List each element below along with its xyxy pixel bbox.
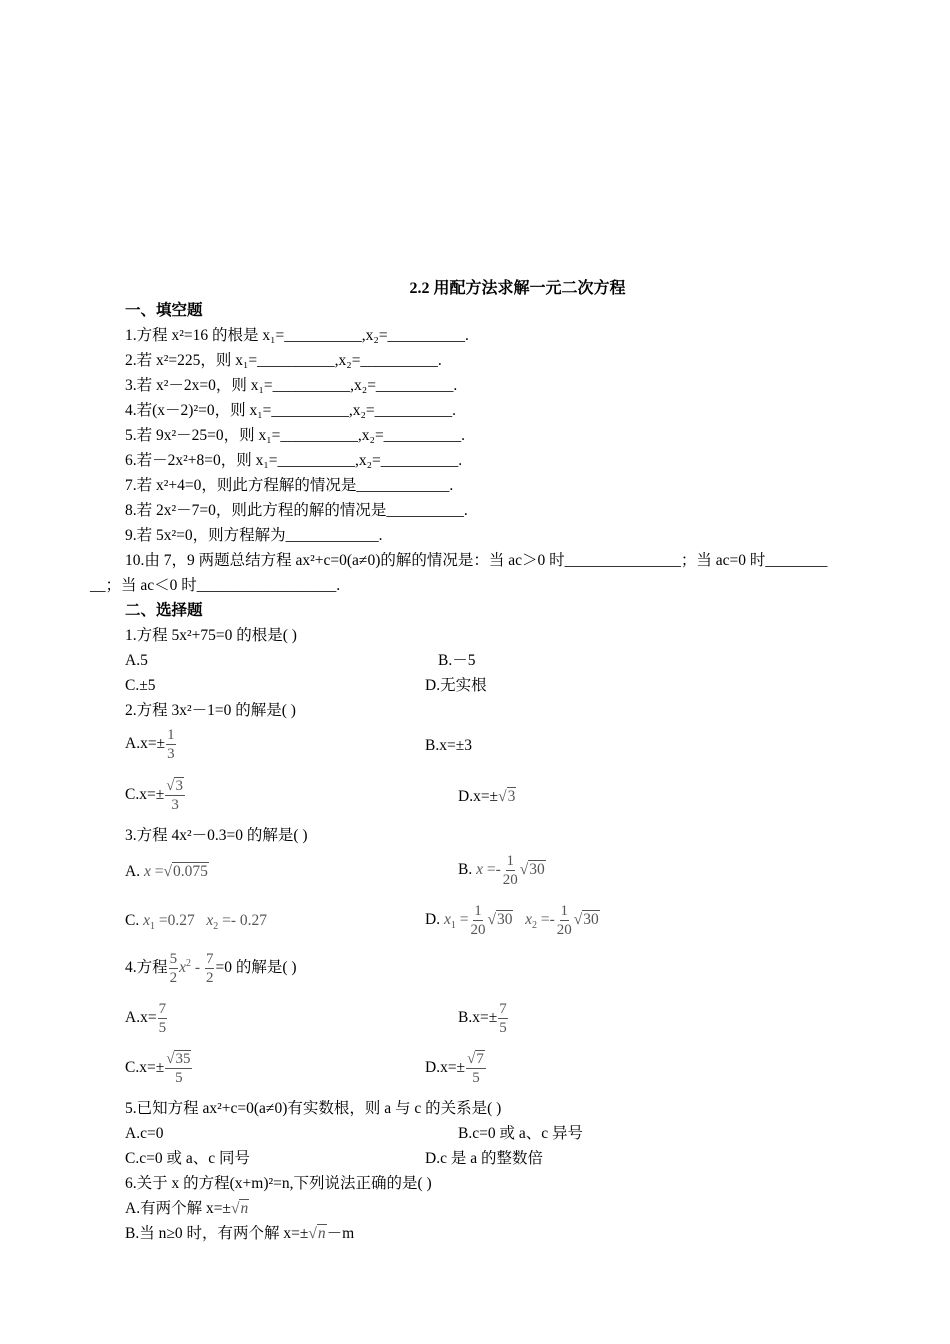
denominator: 20 <box>556 922 572 938</box>
sqrt: √30 <box>487 911 513 929</box>
choice-q1-c: C.±5 <box>125 677 156 694</box>
choice-q4-b <box>458 1000 509 1037</box>
radicand: 7 <box>476 1051 484 1067</box>
choice-q4-c-label: C.x=± <box>125 1059 165 1077</box>
minus: - <box>194 959 201 977</box>
choice-q2-d <box>458 787 516 807</box>
radicand: 0.075 <box>172 863 208 880</box>
numerator: 5 <box>169 951 178 967</box>
equals-minus: =- <box>486 861 501 879</box>
denominator: 2 <box>205 970 214 986</box>
fill-q6: 6.若－2x²+8=0，则 x₁=__________,x₂=__________. <box>125 452 463 469</box>
denominator: 3 <box>171 797 179 813</box>
equals: = <box>154 863 164 880</box>
choice-q5-c: C.c=0 或 a、c 同号 <box>125 1150 250 1167</box>
choice-q5-d: D.c 是 a 的整数倍 <box>425 1150 543 1167</box>
subscript: 2 <box>213 921 219 933</box>
radicand: n <box>317 1225 326 1242</box>
choice-q3-b <box>458 852 546 889</box>
choice-q2-c-label: C.x=± <box>125 786 165 804</box>
numerator: 1 <box>506 853 515 869</box>
fraction <box>498 1000 508 1037</box>
value: =0.27 <box>158 912 195 929</box>
choice-q2-stem: 2.方程 3x²－1=0 的解是( ) <box>125 702 296 719</box>
variable: x <box>143 863 151 880</box>
choice-q5-stem: 5.已知方程 ax²+c=0(a≠0)有实数根，则 a 与 c 的关系是( ) <box>125 1100 502 1117</box>
choice-q4-b-label: B.x=± <box>458 1009 498 1027</box>
fill-q4: 4.若(x－2)²=0，则 x₁=__________,x₂=__________. <box>125 402 457 419</box>
fill-q9: 9.若 5x²=0，则方程解为____________. <box>125 527 383 544</box>
choice-q4-d <box>425 1050 487 1087</box>
numerator: √3 <box>166 778 183 794</box>
fraction <box>205 950 215 987</box>
radicand: 30 <box>529 861 545 879</box>
radicand: 30 <box>583 911 599 929</box>
fill-q3: 3.若 x²－2x=0，则 x₁=__________,x₂=__________. <box>125 377 458 394</box>
choice-q3-c-label: C. <box>125 912 140 929</box>
fill-q7: 7.若 x²+4=0，则此方程解的情况是____________. <box>125 477 454 494</box>
choice-q3-c <box>125 911 267 931</box>
variable: x <box>206 912 214 929</box>
numerator: 1 <box>560 903 569 919</box>
choice-q3-b-label: B. <box>458 861 473 879</box>
radicand: 30 <box>496 911 513 929</box>
radicand: 3 <box>175 778 183 794</box>
denominator: 5 <box>158 1020 167 1036</box>
choice-q2-c <box>125 777 186 814</box>
numerator: 7 <box>158 1001 167 1017</box>
variable: x <box>525 911 532 929</box>
sqrt: √0.075 <box>163 863 208 880</box>
page-title: 2.2 用配方法求解一元二次方程 <box>409 280 626 297</box>
choice-q6-a-label: A.有两个解 x=± <box>125 1200 231 1217</box>
denominator: 5 <box>499 1020 507 1036</box>
subscript: 1 <box>450 920 456 932</box>
fraction <box>466 1050 486 1087</box>
numerator: 1 <box>167 727 175 743</box>
variable: x <box>143 912 150 929</box>
choice-q2-a-label: A.x=± <box>125 735 166 753</box>
radicand: 3 <box>507 788 516 805</box>
variable: x <box>443 911 451 929</box>
subscript: 1 <box>149 921 155 933</box>
exponent: 2 <box>186 957 192 969</box>
numerator: √35 <box>166 1051 191 1067</box>
stem-text: 4.方程 <box>125 959 168 977</box>
choice-q4-a-label: A.x= <box>125 1009 157 1027</box>
numerator: 1 <box>474 903 482 919</box>
fraction <box>165 1050 192 1087</box>
sqrt: √n <box>308 1225 326 1242</box>
fraction <box>166 726 176 763</box>
choice-q1-d: D.无实根 <box>425 677 487 694</box>
fill-q5: 5.若 9x²－25=0，则 x₁=__________,x₂=__________. <box>125 427 466 444</box>
choice-q4-d-label: D.x=± <box>425 1059 466 1077</box>
choice-q2-d-label: D.x=± <box>458 788 499 805</box>
choice-q5-b: B.c=0 或 a、c 异号 <box>458 1125 583 1142</box>
numerator: 7 <box>499 1001 507 1017</box>
fill-q10-cont: __；当 ac＜0 时__________________. <box>90 577 341 594</box>
choice-q3-d-label: D. <box>425 911 441 929</box>
denominator: 20 <box>470 922 486 938</box>
section-fill-heading: 一、填空题 <box>125 302 203 319</box>
choice-q1-stem: 1.方程 5x²+75=0 的根是( ) <box>125 627 297 644</box>
fraction <box>556 902 573 939</box>
fill-q10: 10.由 7，9 两题总结方程 ax²+c=0(a≠0)的解的情况是：当 ac＞0 时_______________；当 ac=0 时________ <box>125 552 828 569</box>
choice-q3-stem: 3.方程 4x²－0.3=0 的解是( ) <box>125 827 308 844</box>
choice-q2-a <box>125 726 177 763</box>
choice-q5-a: A.c=0 <box>125 1125 164 1142</box>
denominator: 2 <box>169 970 178 986</box>
fill-q1: 1.方程 x²=16 的根是 x₁=__________,x₂=__________. <box>125 327 469 344</box>
equals: = <box>459 911 469 929</box>
choice-q1-a: A.5 <box>125 652 148 669</box>
choice-q4-c <box>125 1050 193 1087</box>
sqrt: √n <box>230 1200 249 1217</box>
choice-q3-a-label: A. <box>125 863 141 880</box>
numerator: √7 <box>467 1051 484 1067</box>
choice-q4-stem <box>125 950 297 987</box>
sqrt: √3 <box>498 788 516 805</box>
choice-q1-b: B.－5 <box>438 652 476 669</box>
denominator: 3 <box>167 746 175 762</box>
stem-text: =0 的解是( ) <box>215 959 297 977</box>
fill-q8: 8.若 2x²－7=0，则此方程的解的情况是__________. <box>125 502 468 519</box>
variable: x <box>179 959 187 977</box>
section-choice-heading: 二、选择题 <box>125 602 203 619</box>
sqrt: √30 <box>519 861 545 879</box>
choice-q6-a <box>125 1199 249 1219</box>
fraction <box>469 902 486 939</box>
fraction <box>169 950 179 987</box>
value: =- 0.27 <box>222 912 268 929</box>
choice-q6-b-tail: －m <box>326 1225 355 1242</box>
sqrt: √30 <box>573 911 599 929</box>
numerator: 7 <box>205 951 214 967</box>
choice-q6-stem: 6.关于 x 的方程(x+m)²=n,下列说法正确的是( ) <box>125 1175 432 1192</box>
choice-q6-b <box>125 1224 354 1244</box>
radicand: n <box>240 1200 249 1217</box>
denominator: 5 <box>472 1070 480 1086</box>
fraction <box>158 1000 168 1037</box>
fill-q2: 2.若 x²=225，则 x₁=__________,x₂=__________. <box>125 352 442 369</box>
choice-q4-a <box>125 1000 168 1037</box>
radicand: 35 <box>175 1051 191 1067</box>
denominator: 5 <box>175 1070 183 1086</box>
subscript: 2 <box>532 920 537 932</box>
choice-q6-b-label: B.当 n≥0 时，有两个解 x=± <box>125 1225 309 1242</box>
fraction <box>502 852 519 889</box>
variable: x <box>476 861 483 879</box>
choice-q2-b: B.x=±3 <box>425 737 472 754</box>
choice-q3-d <box>425 902 600 939</box>
fraction <box>165 777 185 814</box>
choice-q3-a <box>125 862 209 882</box>
equals-minus: =- <box>540 911 555 929</box>
denominator: 20 <box>502 872 518 888</box>
